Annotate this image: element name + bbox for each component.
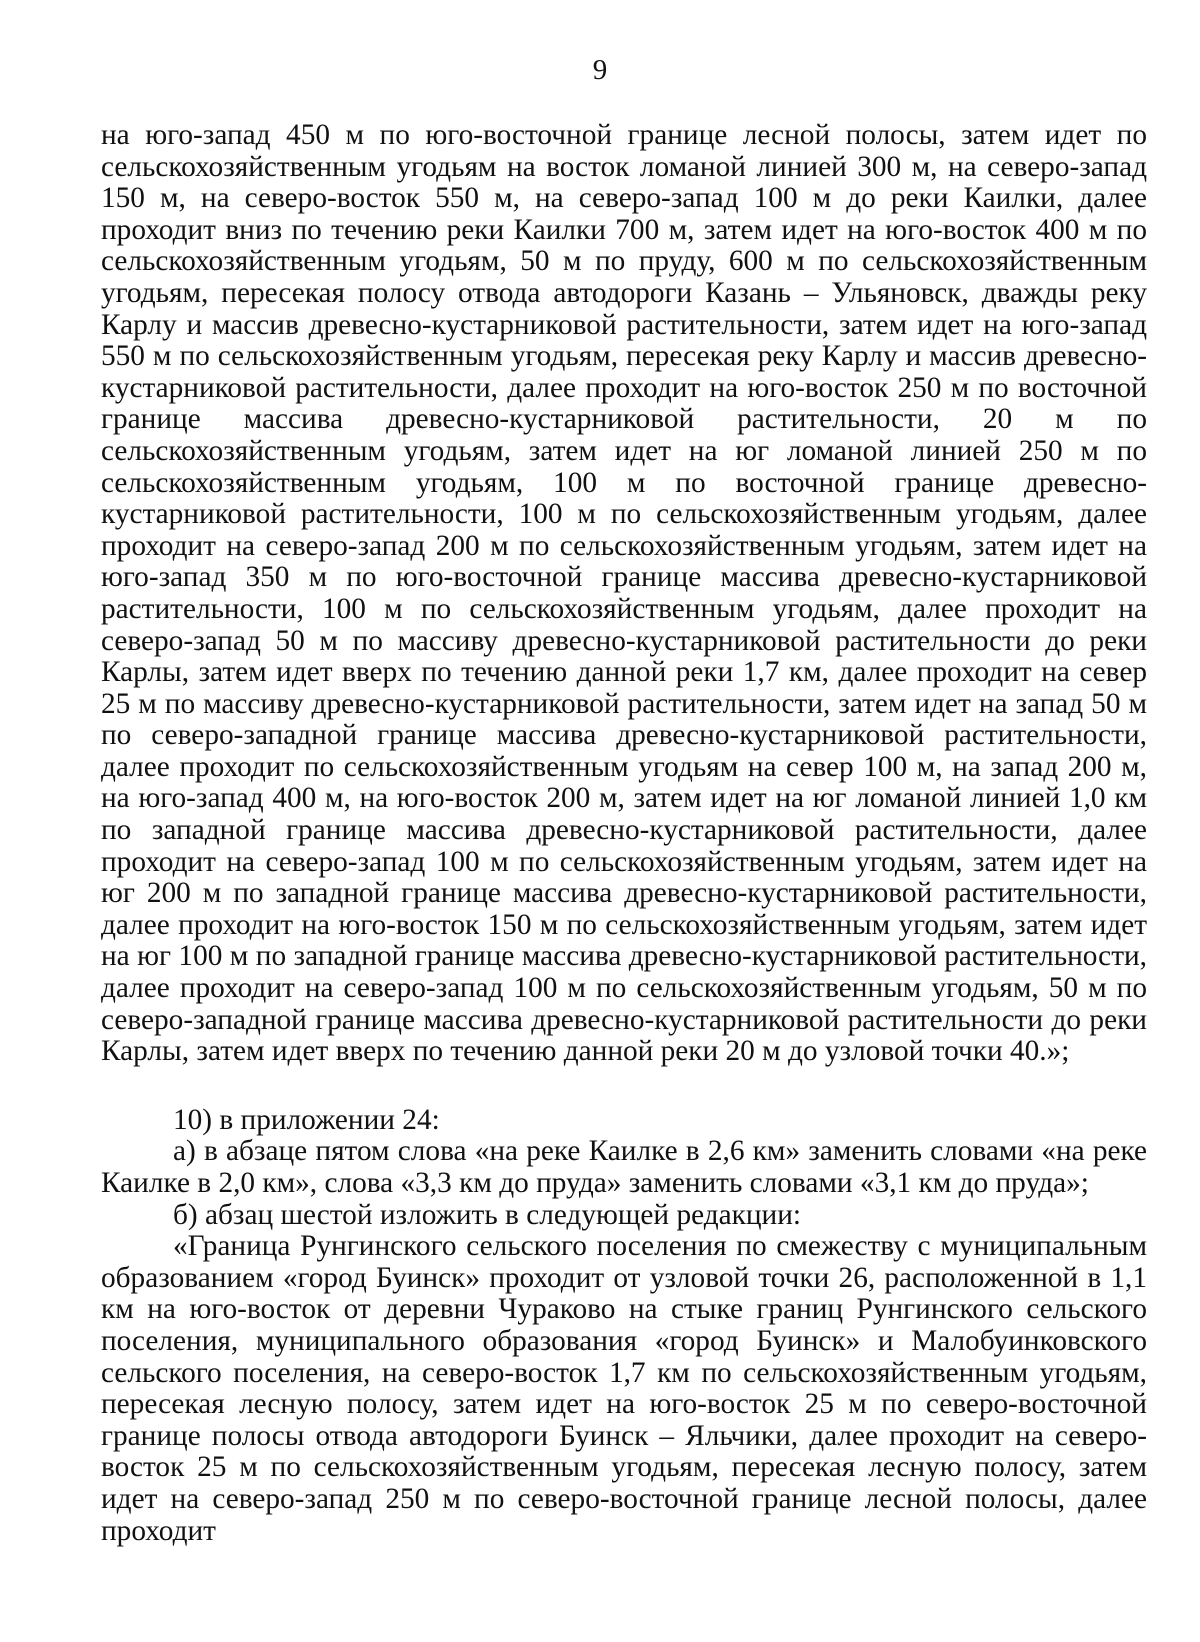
page-number: 9 bbox=[592, 54, 608, 86]
paragraph-runginskoe-boundary: «Граница Рунгинского сельского поселения по смежеству с муниципальным образованием «город Буинск» проходит от узловой точки 26, расположенной в 1,1 км на юго-восток от деревни Чураково на стыке границ Рунгинского сельского поселения, муниципального образования «город Буинск» и Малобуинковского сельского поселения, на северо-восток 1,7 км по сельскохозяйственным угодьям, пересекая лесную полосу, затем идет на юго-восток 25 м по северо-восточной границе полосы отвода автодороги Буинск – Яльчики, далее проходит на северо-восток 25 м по сельскохозяйственным угодьям, пересекая лесную полосу, затем идет на северо-запад 250 м по северо-восточной границе лесной полосы, далее проходит bbox=[101, 1230, 1147, 1547]
paragraph-boundary-continuation: на юго-запад 450 м по юго-восточной границе лесной полосы, затем идет по сельскохозяйственным угодьям на восток ломаной линией 300 м, на северо-запад 150 м, на северо-восток 550 м, на северо-запад 100 м до реки Каилки, далее проходит вниз по течению реки Каилки 700 м, затем идет на юго-восток 400 м по сельскохозяйственным угодьям, 50 м по пруду, 600 м по сельскохозяйственным угодьям, пересекая полосу отвода автодороги Казань – Ульяновск, дважды реку Карлу и массив древесно-кустарниковой растительности, затем идет на юго-запад 550 м по сельскохозяйственным угодьям, пересекая реку Карлу и массив древесно-кустарниковой растительности, далее проходит на юго-восток 250 м по восточной границе массива древесно-кустарниковой растительности, 20 м по сельскохозяйственным угодьям, затем идет на юг ломаной линией 250 м по сельскохозяйственным угодьям, 100 м по восточной границе древесно-кустарниковой растительности, 100 м по сельскохозяйственным угодьям, далее проходит на северо-запад 200 м по сельскохозяйственным угодьям, затем идет на юго-запад 350 м по юго-восточной границе массива древесно-кустарниковой растительности, 100 м по сельскохозяйственным угодьям, далее проходит на северо-запад 50 м по массиву древесно-кустарниковой растительности до реки Карлы, затем идет вверх по течению данной реки 1,7 км, далее проходит на север 25 м по массиву древесно-кустарниковой растительности, затем идет на запад 50 м по северо-западной границе массива древесно-кустарниковой растительности, далее проходит по сельскохозяйственным угодьям на север 100 м, на запад 200 м, на юго-запад 400 м, на юго-восток 200 м, затем идет на юг ломаной линией 1,0 км по западной границе массива древесно-кустарниковой растительности, далее проходит на северо-запад 100 м по сельскохозяйственным угодьям, затем идет на юг 200 м по западной границе массива древесно-кустарниковой растительности, далее проходит на юго-восток 150 м по сельскохозяйственным угодьям, затем идет на юг 100 м по западной границе массива древесно-кустарниковой растительности, далее проходит на северо-запад 100 м по сельскохозяйственным угодьям, 50 м по северо-западной границе массива древесно-кустарниковой растительности до реки Карлы, затем идет вверх по течению данной реки 20 м до узловой точки 40.»; bbox=[101, 119, 1147, 1068]
paragraph-item-10: 10) в приложении 24: bbox=[173, 1103, 440, 1136]
paragraph-item-a: а) в абзаце пятом слова «на реке Каилке в 2,6 км» заменить словами «на реке Каилке в 2,0 км», слова «3,3 км до пруда» заменить словами «3,1 км до пруда»; bbox=[101, 1135, 1147, 1199]
paragraph-item-b: б) абзац шестой изложить в следующей редакции: bbox=[173, 1198, 802, 1231]
document-body bbox=[101, 120, 1147, 1547]
